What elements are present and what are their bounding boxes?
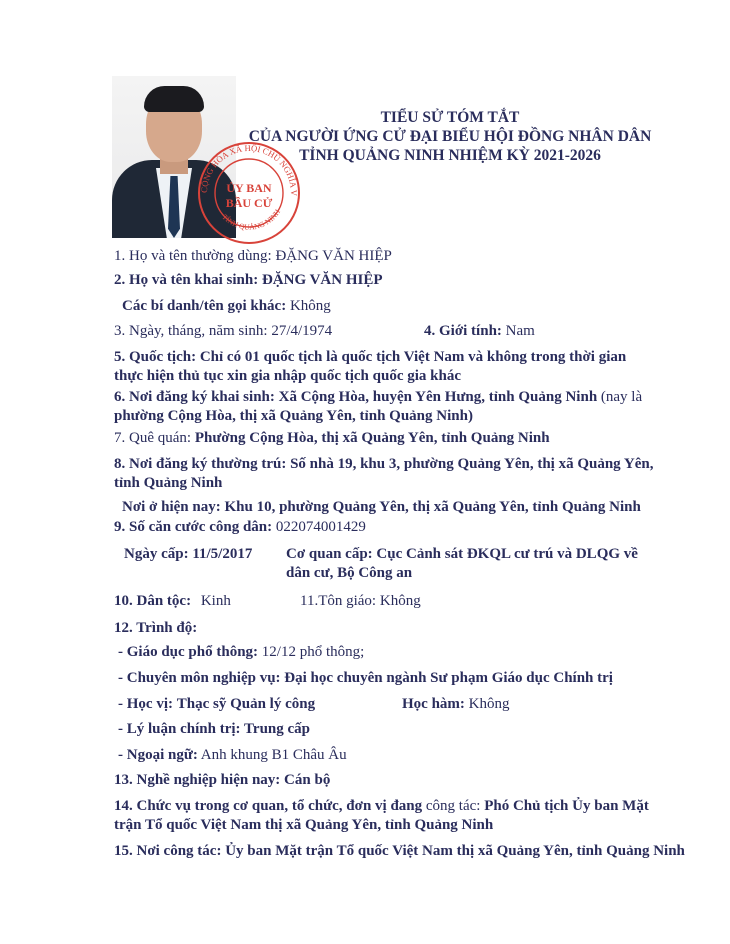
field-foreign-language: - Ngoại ngữ: Anh khung B1 Châu Âu <box>118 747 347 763</box>
birth-name-value: ĐẶNG VĂN HIỆP <box>261 272 383 288</box>
field-qualifications: 12. Trình độ: <box>114 620 198 636</box>
field-hometown: 7. Quê quán: Phường Cộng Hòa, thị xã Quảng Yên, tỉnh Quảng Ninh <box>114 430 550 446</box>
field-issue-date: Ngày cấp: 11/5/2017 <box>124 546 253 562</box>
svg-text:CỘNG HÒA XÃ HỘI CHỦ NGHĨA VIỆT: CỘNG HÒA XÃ HỘI CHỦ NGHĨA V <box>198 142 300 197</box>
field-birth-registration: 6. Nơi đăng ký khai sinh: Xã Cộng Hòa, huyện Yên Hưng, tỉnh Quảng Ninh (nay là phường Cộng Hòa, thị xã Quảng Yên, tỉnh Quảng Ninh) <box>114 389 643 424</box>
field-academic-degree: - Học vị: Thạc sỹ Quản lý công <box>118 696 316 712</box>
field-common-name: 1. Họ và tên thường dùng: ĐẶNG VĂN HIỆP <box>114 248 392 264</box>
field-aliases: Các bí danh/tên gọi khác: Không <box>122 298 331 314</box>
field-birth-name: 2. Họ và tên khai sinh: ĐẶNG VĂN HIỆP <box>114 272 383 288</box>
field-workplace: 15. Nơi công tác: Ủy ban Mặt trận Tổ quốc Việt Nam thị xã Quảng Yên, tỉnh Quảng Ninh <box>114 843 685 859</box>
header-subtitle: CỦA NGƯỜI ỨNG CỬ ĐẠI BIỂU HỘI ĐỒNG NHÂN DÂN <box>248 128 652 145</box>
field-religion: 11.Tôn giáo: Không <box>300 593 421 609</box>
field-occupation: 13. Nghề nghiệp hiện nay: Cán bộ <box>114 772 331 788</box>
field-professional-major: - Chuyên môn nghiệp vụ: Đại học chuyên ngành Sư phạm Giáo dục Chính trị <box>118 670 613 686</box>
election-committee-stamp <box>196 140 302 246</box>
field-birth-date: 3. Ngày, tháng, năm sinh: 27/4/1974 <box>114 323 333 339</box>
header-title: TIỂU SỬ TÓM TẮT <box>380 109 520 126</box>
svg-text:BẦU CỬ: BẦU CỬ <box>225 196 273 210</box>
field-academic-title: Học hàm: Không <box>402 696 510 712</box>
field-permanent-residence: 8. Nơi đăng ký thường trú: Số nhà 19, khu 3, phường Quảng Yên, thị xã Quảng Yên, tỉnh Quảng Ninh <box>114 456 654 491</box>
field-issuing-authority: Cơ quan cấp: Cục Cảnh sát ĐKQL cư trú và DLQG về dân cư, Bộ Công an <box>286 546 638 581</box>
header-term: TỈNH QUẢNG NINH NHIỆM KỲ 2021-2026 <box>299 147 601 164</box>
common-name-value: ĐẶNG VĂN HIỆP <box>275 248 392 264</box>
svg-text:TỈNH QUẢNG NINH: TỈNH QUẢNG NINH <box>220 207 283 232</box>
field-general-education: - Giáo dục phổ thông: 12/12 phổ thông; <box>118 644 365 660</box>
field-political-theory: - Lý luận chính trị: Trung cấp <box>118 721 310 737</box>
svg-text:ỦY BAN: ỦY BAN <box>226 181 272 195</box>
field-citizen-id: 9. Số căn cước công dân: 022074001429 <box>114 519 366 535</box>
field-gender: 4. Giới tính: Nam <box>424 323 535 339</box>
field-position: 14. Chức vụ trong cơ quan, tổ chức, đơn vị đang công tác: Phó Chủ tịch Ủy ban Mặt trận Tổ quốc Việt Nam thị xã Quảng Yên, tỉnh Quảng Ninh <box>114 798 649 833</box>
field-nationality: 5. Quốc tịch: Chỉ có 01 quốc tịch là quốc tịch Việt Nam và không trong thời gian thực hiện thủ tục xin gia nhập quốc tịch quốc gia khác <box>114 349 627 384</box>
field-ethnicity: 10. Dân tộc: Kinh <box>114 593 231 609</box>
field-current-residence: Nơi ở hiện nay: Khu 10, phường Quảng Yên, thị xã Quảng Yên, tỉnh Quảng Ninh <box>122 499 641 515</box>
